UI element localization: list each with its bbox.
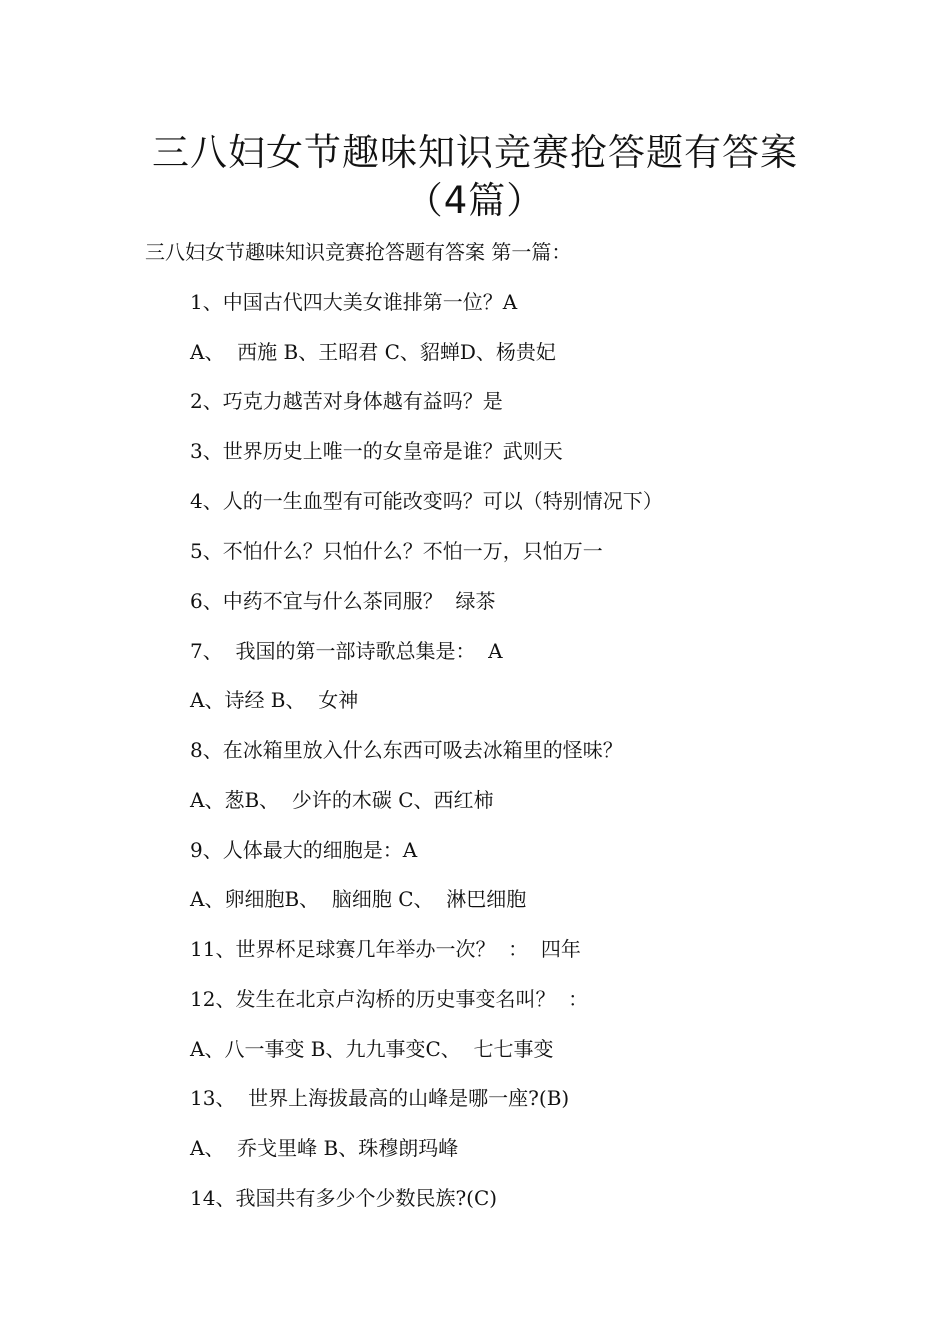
question-line: 3、世界历史上唯一的女皇帝是谁？武则天 <box>190 439 563 463</box>
question-line: 6、中药不宜与什么茶同服？ 绿茶 <box>190 589 496 613</box>
question-line: 9、人体最大的细胞是：A <box>190 838 418 862</box>
question-line: 5、不怕什么？只怕什么？不怕一万，只怕万一 <box>190 539 603 563</box>
question-line: 8、在冰箱里放入什么东西可吸去冰箱里的怪味？ <box>190 738 623 762</box>
question-line: 13、 世界上海拔最高的山峰是哪一座?(B) <box>190 1086 570 1110</box>
answer-options-line: A、八一事变 B、九九事变C、 七七事变 <box>190 1037 554 1061</box>
section-heading: 三八妇女节趣味知识竞赛抢答题有答案 第一篇： <box>145 240 572 264</box>
document-title-line-2: （4篇） <box>405 179 545 222</box>
answer-options-line: A、卵细胞B、 脑细胞 C、 淋巴细胞 <box>190 887 527 911</box>
answer-options-line: A、诗经 B、 女神 <box>190 688 359 712</box>
question-line: 12、发生在北京卢沟桥的历史事变名叫？ ： <box>190 987 589 1011</box>
question-line: 7、 我国的第一部诗歌总集是： A <box>190 639 503 663</box>
question-line: 2、巧克力越苦对身体越有益吗？是 <box>190 389 503 413</box>
question-line: 11、世界杯足球赛几年举办一次？ ： 四年 <box>190 937 581 961</box>
answer-options-line: A、葱B、 少许的木碳 C、西红柿 <box>190 788 494 812</box>
question-line: 14、我国共有多少个少数民族?(C) <box>190 1186 498 1210</box>
question-line: 1、中国古代四大美女谁排第一位？A <box>190 290 518 314</box>
question-line: 4、人的一生血型有可能改变吗？可以（特别情况下） <box>190 489 663 513</box>
answer-options-line: A、 西施 B、王昭君 C、貂蝉D、杨贵妃 <box>190 340 556 364</box>
answer-options-line: A、 乔戈里峰 B、珠穆朗玛峰 <box>190 1136 459 1160</box>
document-title-line-1: 三八妇女节趣味知识竞赛抢答题有答案 <box>152 131 798 174</box>
